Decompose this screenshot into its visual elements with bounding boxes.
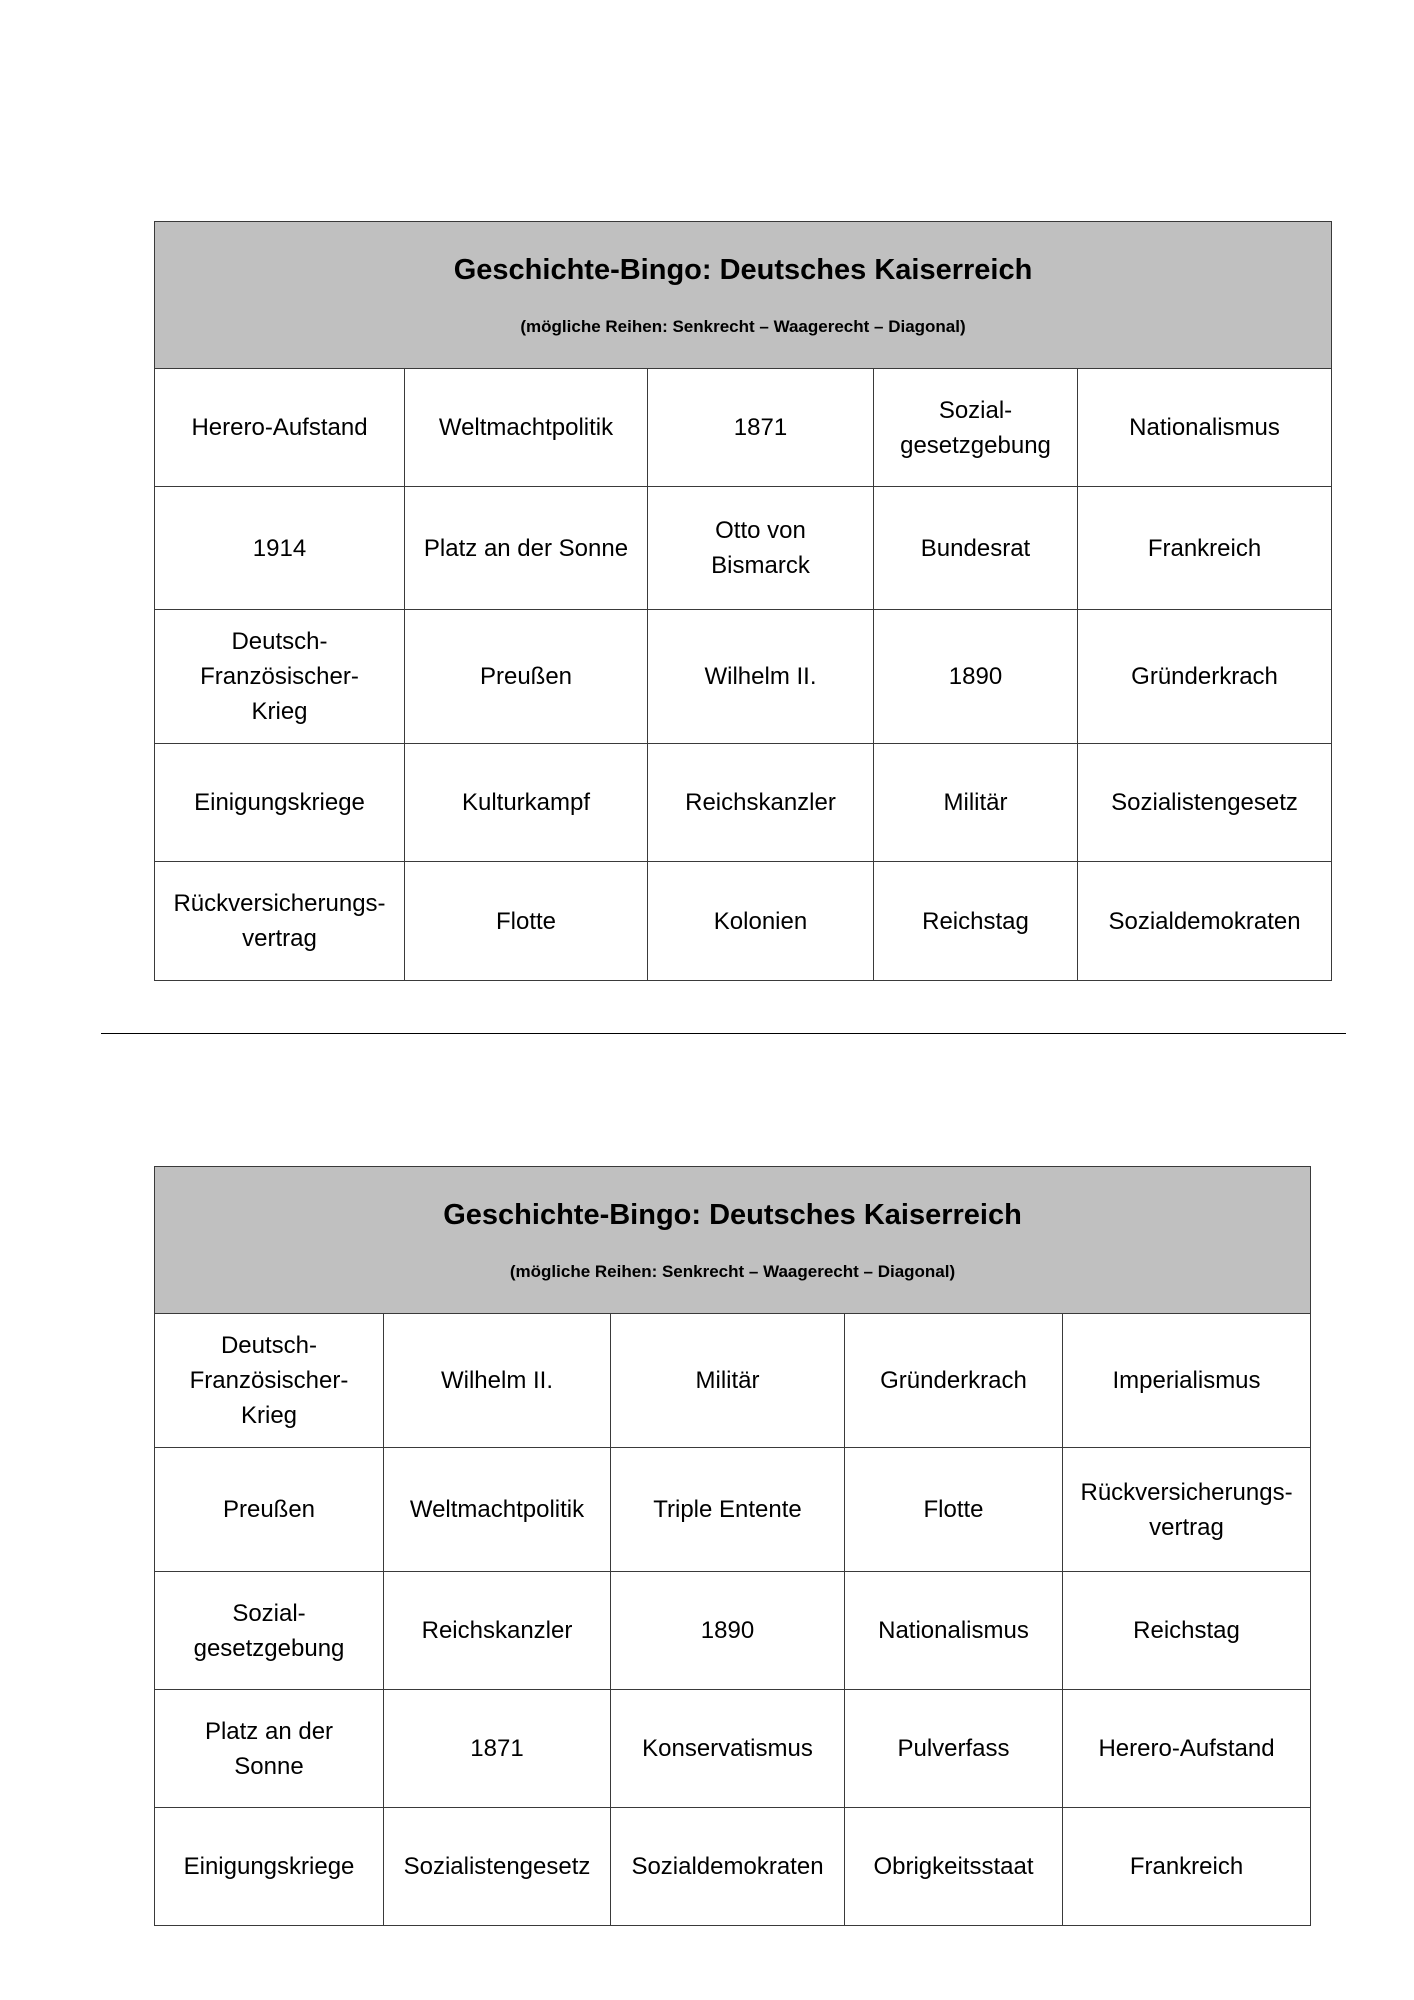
bingo-cell: 1871 [648, 369, 874, 487]
table-row [155, 1448, 1311, 1572]
bingo-cell: Sozialistengesetz [1078, 744, 1332, 862]
table-row [155, 862, 1332, 981]
bingo-cell: Wilhelm II. [648, 610, 874, 744]
bingo-card-2 [154, 1166, 1311, 1926]
bingo-cell: Sozialistengesetz [384, 1808, 611, 1926]
bingo-cell: Reichstag [874, 862, 1078, 981]
bingo-cell: Sozialdemokraten [1078, 862, 1332, 981]
bingo-cell: Platz an der Sonne [155, 1690, 384, 1808]
bingo-cell: Weltmachtpolitik [384, 1448, 611, 1572]
bingo-cell: 1890 [874, 610, 1078, 744]
bingo-cell: Weltmachtpolitik [405, 369, 648, 487]
bingo-cell: Otto von Bismarck [648, 487, 874, 610]
bingo-cell: Frankreich [1078, 487, 1332, 610]
cut-line-divider [101, 1033, 1346, 1034]
table-row [155, 1808, 1311, 1926]
bingo-cell: Reichstag [1063, 1572, 1311, 1690]
bingo-cell: Rückversicherungs- vertrag [1063, 1448, 1311, 1572]
table-row [155, 1572, 1311, 1690]
bingo-cell: Imperialismus [1063, 1314, 1311, 1448]
bingo-cell: Preußen [405, 610, 648, 744]
bingo-cell: Sozial- gesetzgebung [155, 1572, 384, 1690]
bingo-card-1-subtitle: (mögliche Reihen: Senkrecht – Waagerecht – Diagonal) [520, 317, 966, 336]
bingo-cell: 1871 [384, 1690, 611, 1808]
bingo-cell: Nationalismus [845, 1572, 1063, 1690]
table-row [155, 610, 1332, 744]
bingo-cell: Herero-Aufstand [1063, 1690, 1311, 1808]
bingo-cell: Militär [611, 1314, 845, 1448]
bingo-cell: 1914 [155, 487, 405, 610]
table-row [155, 487, 1332, 610]
table-row [155, 1314, 1311, 1448]
table-row [155, 369, 1332, 487]
bingo-cell: Preußen [155, 1448, 384, 1572]
bingo-cell: Deutsch- Französischer- Krieg [155, 1314, 384, 1448]
bingo-card-2-title: Geschichte-Bingo: Deutsches Kaiserreich [443, 1199, 1022, 1231]
bingo-cell: Triple Entente [611, 1448, 845, 1572]
bingo-cell: Deutsch- Französischer- Krieg [155, 610, 405, 744]
bingo-cell: Platz an der Sonne [405, 487, 648, 610]
bingo-cell: Sozial- gesetzgebung [874, 369, 1078, 487]
bingo-cell: Militär [874, 744, 1078, 862]
bingo-cell: Reichskanzler [384, 1572, 611, 1690]
bingo-cell: Konservatismus [611, 1690, 845, 1808]
bingo-cell: Frankreich [1063, 1808, 1311, 1926]
bingo-cell: Gründerkrach [1078, 610, 1332, 744]
bingo-card-2-header [155, 1167, 1311, 1314]
bingo-cell: Bundesrat [874, 487, 1078, 610]
bingo-cell: Rückversicherungs- vertrag [155, 862, 405, 981]
bingo-cell: 1890 [611, 1572, 845, 1690]
bingo-cell: Flotte [405, 862, 648, 981]
bingo-cell: Wilhelm II. [384, 1314, 611, 1448]
bingo-cell: Pulverfass [845, 1690, 1063, 1808]
bingo-cell: Kolonien [648, 862, 874, 981]
bingo-cell: Einigungskriege [155, 1808, 384, 1926]
bingo-cell: Kulturkampf [405, 744, 648, 862]
bingo-card-2-subtitle: (mögliche Reihen: Senkrecht – Waagerecht – Diagonal) [509, 1262, 956, 1281]
bingo-cell: Einigungskriege [155, 744, 405, 862]
bingo-cell: Nationalismus [1078, 369, 1332, 487]
bingo-cell: Herero-Aufstand [155, 369, 405, 487]
bingo-card-1 [154, 221, 1332, 981]
bingo-cell: Sozialdemokraten [611, 1808, 845, 1926]
table-row [155, 744, 1332, 862]
table-row [155, 1690, 1311, 1808]
bingo-cell: Gründerkrach [845, 1314, 1063, 1448]
bingo-card-1-header [155, 222, 1332, 369]
bingo-card-1-title: Geschichte-Bingo: Deutsches Kaiserreich [453, 254, 1033, 286]
bingo-cell: Flotte [845, 1448, 1063, 1572]
bingo-cell: Obrigkeitsstaat [845, 1808, 1063, 1926]
bingo-cell: Reichskanzler [648, 744, 874, 862]
